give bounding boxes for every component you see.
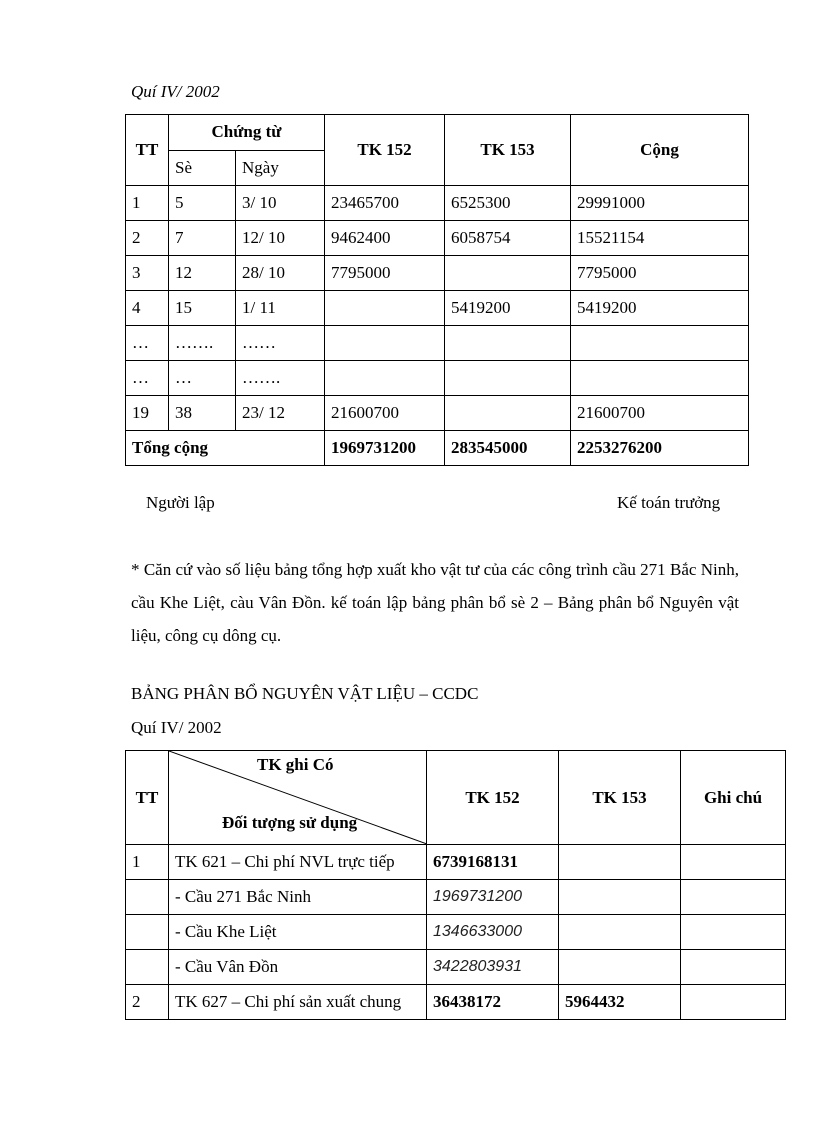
table-cell-tk153	[559, 950, 681, 985]
total-tk153: 283545000	[445, 431, 571, 466]
period-label-bottom: Quí IV/ 2002	[131, 718, 222, 737]
table-row	[126, 221, 749, 256]
header-tk152: TK 152	[325, 115, 445, 186]
table-cell: 6058754	[445, 221, 571, 256]
table-cell: 15521154	[571, 221, 749, 256]
table-cell: 5	[169, 186, 236, 221]
table-cell: 1/ 11	[236, 291, 325, 326]
table-cell	[571, 326, 749, 361]
table-cell-name: TK 621 – Chi phí NVL trực tiếp	[169, 845, 427, 880]
header-chung-tu: Chứng từ	[169, 115, 325, 151]
table-cell-tk152: 1346633000	[427, 915, 559, 950]
table-cell: 7795000	[325, 256, 445, 291]
table-cell: 21600700	[325, 396, 445, 431]
table-cell-name: - Cầu 271 Bắc Ninh	[169, 880, 427, 915]
table-row	[126, 396, 749, 431]
summary-table	[125, 114, 749, 466]
header-cong: Cộng	[571, 115, 749, 186]
header-tk153: TK 153	[445, 115, 571, 186]
signature-preparer: Người lập	[146, 493, 215, 512]
table-cell: 23/ 12	[236, 396, 325, 431]
table-cell	[445, 361, 571, 396]
table-cell-note	[681, 880, 786, 915]
header-doi-tuong: Đối tượng sử dụng	[222, 813, 358, 832]
table-cell: 29991000	[571, 186, 749, 221]
table-cell: 28/ 10	[236, 256, 325, 291]
header-tt: TT	[126, 751, 169, 845]
table-cell-tt	[126, 880, 169, 915]
header-tt: TT	[126, 115, 169, 186]
table-cell-name: - Cầu Vân Đồn	[169, 950, 427, 985]
table-cell: 5419200	[571, 291, 749, 326]
table-cell: ……	[236, 326, 325, 361]
table-cell: 4	[126, 291, 169, 326]
table-cell-tk153	[559, 880, 681, 915]
table-cell: 5419200	[445, 291, 571, 326]
table-cell: 3/ 10	[236, 186, 325, 221]
table-cell: …	[126, 361, 169, 396]
table-cell: …	[126, 326, 169, 361]
table-cell-tk152: 1969731200	[427, 880, 559, 915]
table-cell-tk152: 36438172	[427, 985, 559, 1020]
table-cell: 38	[169, 396, 236, 431]
table-cell: 6525300	[445, 186, 571, 221]
allocation-table-title: BẢNG PHÂN BỔ NGUYÊN VẬT LIỆU – CCDC	[131, 684, 479, 703]
table-cell: 2	[126, 221, 169, 256]
table-cell-note	[681, 845, 786, 880]
table-cell: 15	[169, 291, 236, 326]
table-cell	[325, 326, 445, 361]
header-ngay: Ngày	[236, 150, 325, 186]
table-cell: 19	[126, 396, 169, 431]
total-label: Tổng cộng	[126, 431, 325, 466]
explanatory-paragraph: * Căn cứ vào số liệu bảng tổng hợp xuất kho vật tư của các công trình cầu 271 Bắc Ninh, cầu Khe Liệt, càu Vân Đồn. kế toán lập bảng phân bổ sè 2 – Bảng phân bổ Nguyên vật liệu, công cụ dông cụ.	[131, 560, 739, 645]
allocation-table	[125, 750, 786, 1020]
total-tk152: 1969731200	[325, 431, 445, 466]
table-row	[126, 880, 786, 915]
table-row	[126, 985, 786, 1020]
diagonal-header-cell	[169, 751, 427, 845]
table-cell: 21600700	[571, 396, 749, 431]
table-cell-name: - Cầu Khe Liệt	[169, 915, 427, 950]
table-cell-tt: 1	[126, 845, 169, 880]
table-cell: 23465700	[325, 186, 445, 221]
header-ghi-chu: Ghi chú	[681, 751, 786, 845]
table-cell	[445, 326, 571, 361]
table-row	[126, 291, 749, 326]
table-row	[126, 326, 749, 361]
table-cell	[325, 361, 445, 396]
total-cong: 2253276200	[571, 431, 749, 466]
table-cell-note	[681, 915, 786, 950]
table-cell	[325, 291, 445, 326]
table-cell-tk153	[559, 915, 681, 950]
table-cell: 9462400	[325, 221, 445, 256]
header-tk153: TK 153	[559, 751, 681, 845]
table-cell: 7	[169, 221, 236, 256]
header-so: Sè	[169, 150, 236, 186]
header-tk152: TK 152	[427, 751, 559, 845]
table-cell-tt: 2	[126, 985, 169, 1020]
table-row	[126, 361, 749, 396]
table-cell	[571, 361, 749, 396]
table-row	[126, 256, 749, 291]
table-row	[126, 950, 786, 985]
table-cell: 12/ 10	[236, 221, 325, 256]
table-cell	[445, 396, 571, 431]
table-cell: 1	[126, 186, 169, 221]
signature-chief-accountant: Kế toán trưởng	[617, 493, 721, 512]
table-row	[126, 845, 786, 880]
table-cell	[445, 256, 571, 291]
table-cell-tk152: 3422803931	[427, 950, 559, 985]
header-tk-ghi-co: TK ghi Có	[257, 755, 334, 774]
table-cell-tk153	[559, 845, 681, 880]
table-cell: 12	[169, 256, 236, 291]
table-cell-tk153: 5964432	[559, 985, 681, 1020]
table-row	[126, 186, 749, 221]
table-cell-tt	[126, 915, 169, 950]
table-cell-note	[681, 985, 786, 1020]
period-label-top: Quí IV/ 2002	[131, 82, 220, 101]
table-cell: 7795000	[571, 256, 749, 291]
table-row	[126, 915, 786, 950]
table-cell-tt	[126, 950, 169, 985]
table-cell-tk152: 6739168131	[427, 845, 559, 880]
table-cell: 3	[126, 256, 169, 291]
table-cell-note	[681, 950, 786, 985]
table-cell: …	[169, 361, 236, 396]
table-cell: …….	[169, 326, 236, 361]
table-cell: …….	[236, 361, 325, 396]
table-cell-name: TK 627 – Chi phí sản xuất chung	[169, 985, 427, 1020]
